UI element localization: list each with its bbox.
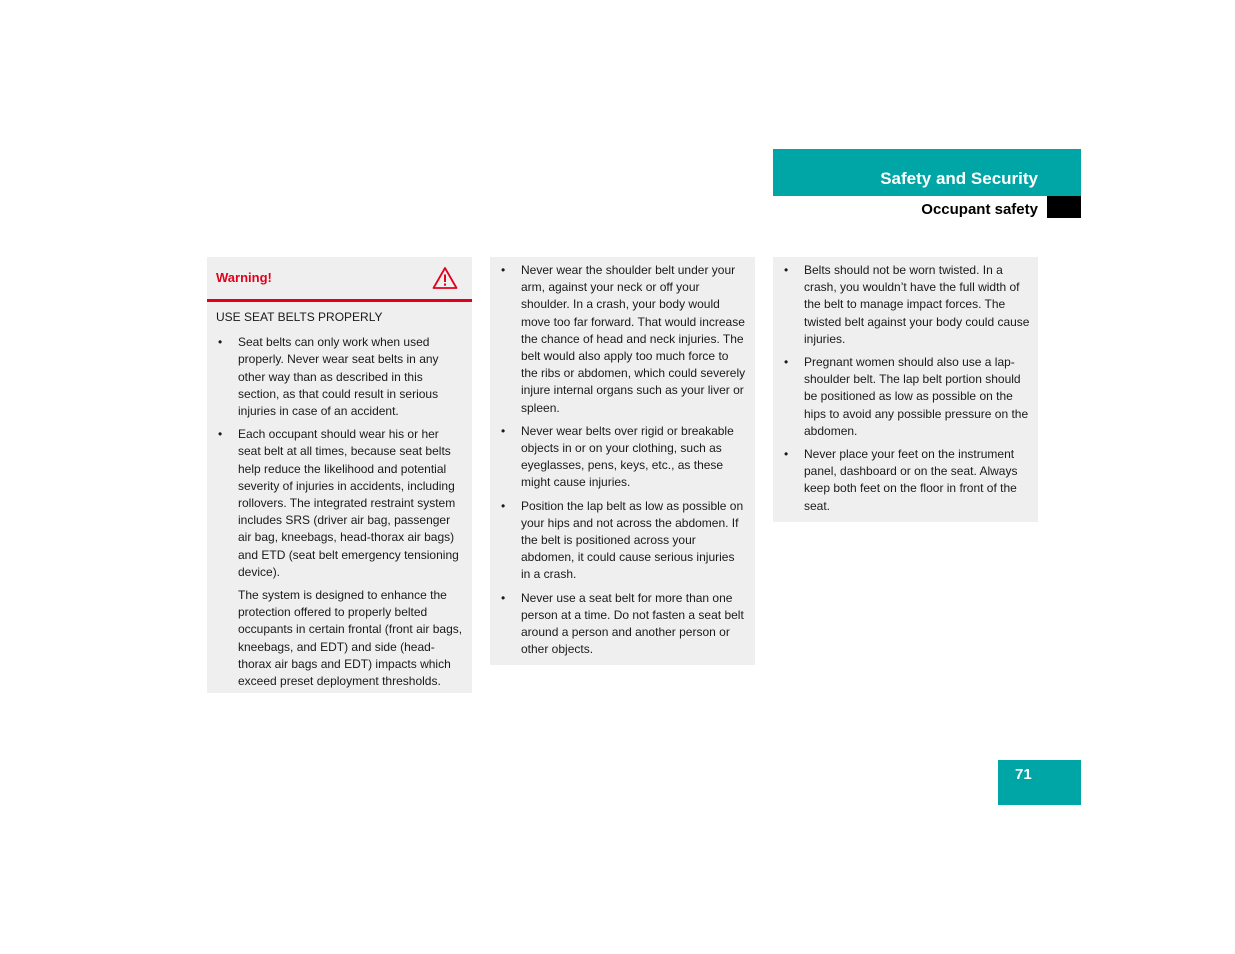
list-item: • Each occupant should wear his or her seat belt at all times, because seat belts help reduce the likelihood and potential severity of injuries in accidents, including rollovers. The integrated restraint system includes SRS (driver air bag, passenger air bag, kneebags, head-thorax air bags) and ETD (seat belt emergency tensioning device).: [216, 426, 464, 581]
warning-triangle-icon: [432, 266, 458, 290]
warning-body: [207, 302, 472, 690]
instruction-panel-3: [773, 257, 1038, 522]
list-item: • Never wear belts over rigid or breakable objects in or on your clothing, such as eyeglasses, pens, keys, etc., as these might cause injuries.: [499, 423, 747, 492]
instruction-panel-2: [490, 257, 755, 665]
section-tab-marker: [1047, 196, 1081, 218]
page-number-box: [998, 760, 1081, 805]
list-item: • Seat belts can only work when used properly. Never wear seat belts in any other way than as described in this section, as that could result in serious injuries in case of an accident.: [216, 334, 464, 420]
warning-bullet-list: [216, 334, 464, 581]
list-item: • Position the lap belt as low as possible on your hips and not across the abdomen. If the belt is positioned across your abdomen, it could cause serious injuries in a crash.: [499, 498, 747, 584]
list-item: • Never wear the shoulder belt under your arm, against your neck or off your shoulder. In a crash, your body would move too far forward. That would increase the chance of head and neck injuries. The belt would also apply too much force to the ribs or abdomen, which could severely injure internal organs such as your liver or spleen.: [499, 262, 747, 417]
section-title: Safety and Security: [880, 169, 1038, 188]
warning-panel: [207, 257, 472, 693]
list-item: • Never place your feet on the instrument panel, dashboard or on the seat. Always keep both feet on the floor in front of the seat.: [782, 446, 1030, 515]
subsection-title: Occupant safety: [921, 201, 1038, 218]
warning-follow-paragraph: The system is designed to enhance the protection offered to properly belted occupants in certain frontal (front air bags, kneebags, and EDT) and side (head-thorax air bags and EDT) impacts which exceed preset deployment thresholds.: [238, 588, 463, 689]
page-number: 71: [1015, 766, 1032, 783]
bullet-list: [499, 262, 747, 658]
list-item: • Never use a seat belt for more than one person at a time. Do not fasten a seat belt around a person and another person or other objects.: [499, 590, 747, 659]
section-header-bar: [773, 149, 1081, 196]
warning-header: [207, 257, 472, 302]
bullet-list: [782, 262, 1030, 515]
list-item: • Belts should not be worn twisted. In a crash, you wouldn’t have the full width of the belt to manage impact forces. The twisted belt against your body could cause injuries.: [782, 262, 1030, 348]
warning-topic: USE SEAT BELTS PROPERLY: [216, 310, 383, 324]
warning-label: Warning!: [216, 270, 272, 285]
list-item: • Pregnant women should also use a lap-shoulder belt. The lap belt portion should be positioned as low as possible on the hips to avoid any possible pressure on the abdomen.: [782, 354, 1030, 440]
